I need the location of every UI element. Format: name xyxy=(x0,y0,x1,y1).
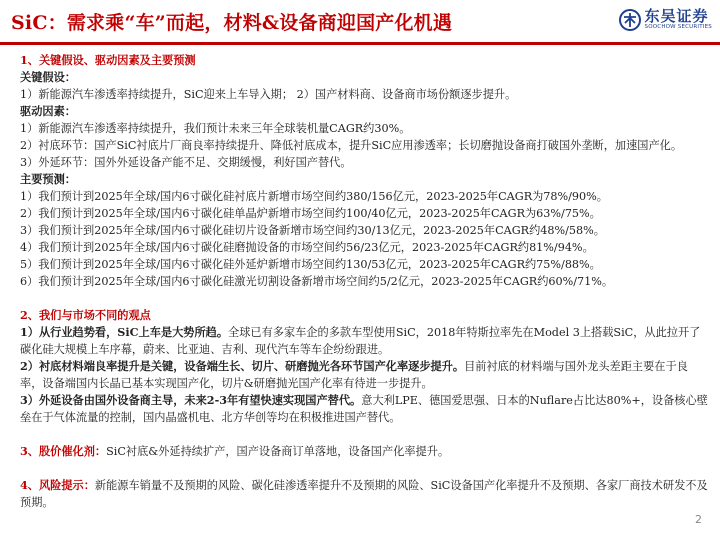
page-number: 2 xyxy=(695,513,702,526)
section2-heading: 2、我们与市场不同的观点 xyxy=(20,308,151,322)
viewpoint-paragraph xyxy=(20,392,710,426)
driver-item: 1）新能源汽车渗透率持续提升，我们预计未来三年全球装机量CAGR约30%。 xyxy=(20,122,411,135)
viewpoint-text: 意大利LPE、德国爱思强、日本的Nuflare占比达80%+，设备核心壁垒在于气体流量的控制，国内晶盛机电、北方华创等均在积极推进国产替代。 xyxy=(20,394,708,424)
viewpoint-paragraph xyxy=(20,324,710,358)
drivers-label: 驱动因素： xyxy=(20,104,76,118)
header-divider xyxy=(0,42,720,45)
assumptions-label: 关键假设： xyxy=(20,70,76,84)
assumptions-text: 1）新能源汽车渗透率持续提升，SiC迎来上车导入期； 2）国产材料商、设备商市场份额逐步提升。 xyxy=(20,88,517,101)
brand-mark-icon xyxy=(619,9,641,31)
slide-body xyxy=(20,52,710,511)
viewpoint-lead: 1）从行业趋势看，SiC上车是大势所趋。 xyxy=(20,325,229,339)
risk-text: 新能源车销量不及预期的风险、碳化硅渗透率提升不及预期的风险、SiC设备国产化率提升不及预期、各家厂商技术研发不及预期。 xyxy=(20,479,708,509)
section4-heading: 4、风险提示： xyxy=(20,478,95,492)
forecast-item: 4）我们预计到2025年全球/国内6寸碳化硅磨抛设备的市场空间约56/23亿元，2023-2025年CAGR约81%/94%。 xyxy=(20,241,594,254)
forecast-item: 1）我们预计到2025年全球/国内6寸碳化硅衬底片新增市场空间约380/156亿元，2023-2025年CAGR为78%/90%。 xyxy=(20,190,608,203)
slide-title: SiC：需求乘“车”而起，材料&设备商迎国产化机遇 xyxy=(11,12,453,34)
viewpoint-text: 目前衬底的材料端与国外龙头差距主要在于良率，设备端国内长晶已基本实现国产化，切片&研磨抛光国产化率有待进一步提升。 xyxy=(20,360,688,390)
viewpoint-paragraph xyxy=(20,358,710,392)
driver-item: 2）衬底环节：国产SiC衬底片厂商良率持续提升、降低衬底成本，提升SiC应用渗透率；长切磨抛设备商打破国外垄断，加速国产化。 xyxy=(20,139,683,152)
catalyst-line xyxy=(20,443,710,460)
section1-heading: 1、关键假设、驱动因素及主要预测 xyxy=(20,53,196,67)
viewpoint-text: 全球已有多家车企的多款车型使用SiC，2018年特斯拉率先在Model 3上搭载SiC，从此拉开了碳化硅大规模上车序幕，蔚来、比亚迪、吉利、现代汽车等车企纷纷跟进。 xyxy=(20,326,701,356)
brand-name-en: SOOCHOW SECURITIES xyxy=(644,24,712,30)
forecast-item: 3）我们预计到2025年全球/国内6寸碳化硅切片设备新增市场空间约30/13亿元，2023-2025年CAGR约48%/58%。 xyxy=(20,224,605,237)
forecast-item: 6）我们预计到2025年全球/国内6寸碳化硅激光切割设备新增市场空间约5/2亿元，2023-2025年CAGR约60%/71%。 xyxy=(20,275,614,288)
slide-header xyxy=(0,0,720,40)
forecasts-label: 主要预测： xyxy=(20,172,76,186)
driver-item: 3）外延环节：国外外延设备产能不足、交期缓慢，利好国产替代。 xyxy=(20,156,352,169)
section3-heading: 3、股价催化剂： xyxy=(20,444,107,458)
forecast-item: 5）我们预计到2025年全球/国内6寸碳化硅外延炉新增市场空间约130/53亿元，2023-2025年CAGR约75%/88%。 xyxy=(20,258,601,271)
forecast-item: 2）我们预计到2025年全球/国内6寸碳化硅单晶炉新增市场空间约100/40亿元，2023-2025年CAGR为63%/75%。 xyxy=(20,207,601,220)
catalyst-text: SiC衬底&外延持续扩产，国产设备商订单落地，设备国产化率提升。 xyxy=(106,445,450,458)
brand-logo xyxy=(619,8,712,31)
viewpoint-lead: 3）外延设备由国外设备商主导，未来2-3年有望快速实现国产替代。 xyxy=(20,393,362,407)
viewpoint-lead: 2）衬底材料端良率提升是关键，设备端生长、切片、研磨抛光各环节国产化率逐步提升。 xyxy=(20,359,465,373)
risk-paragraph xyxy=(20,477,710,511)
brand-name-cn: 东吴证券 xyxy=(644,7,709,25)
